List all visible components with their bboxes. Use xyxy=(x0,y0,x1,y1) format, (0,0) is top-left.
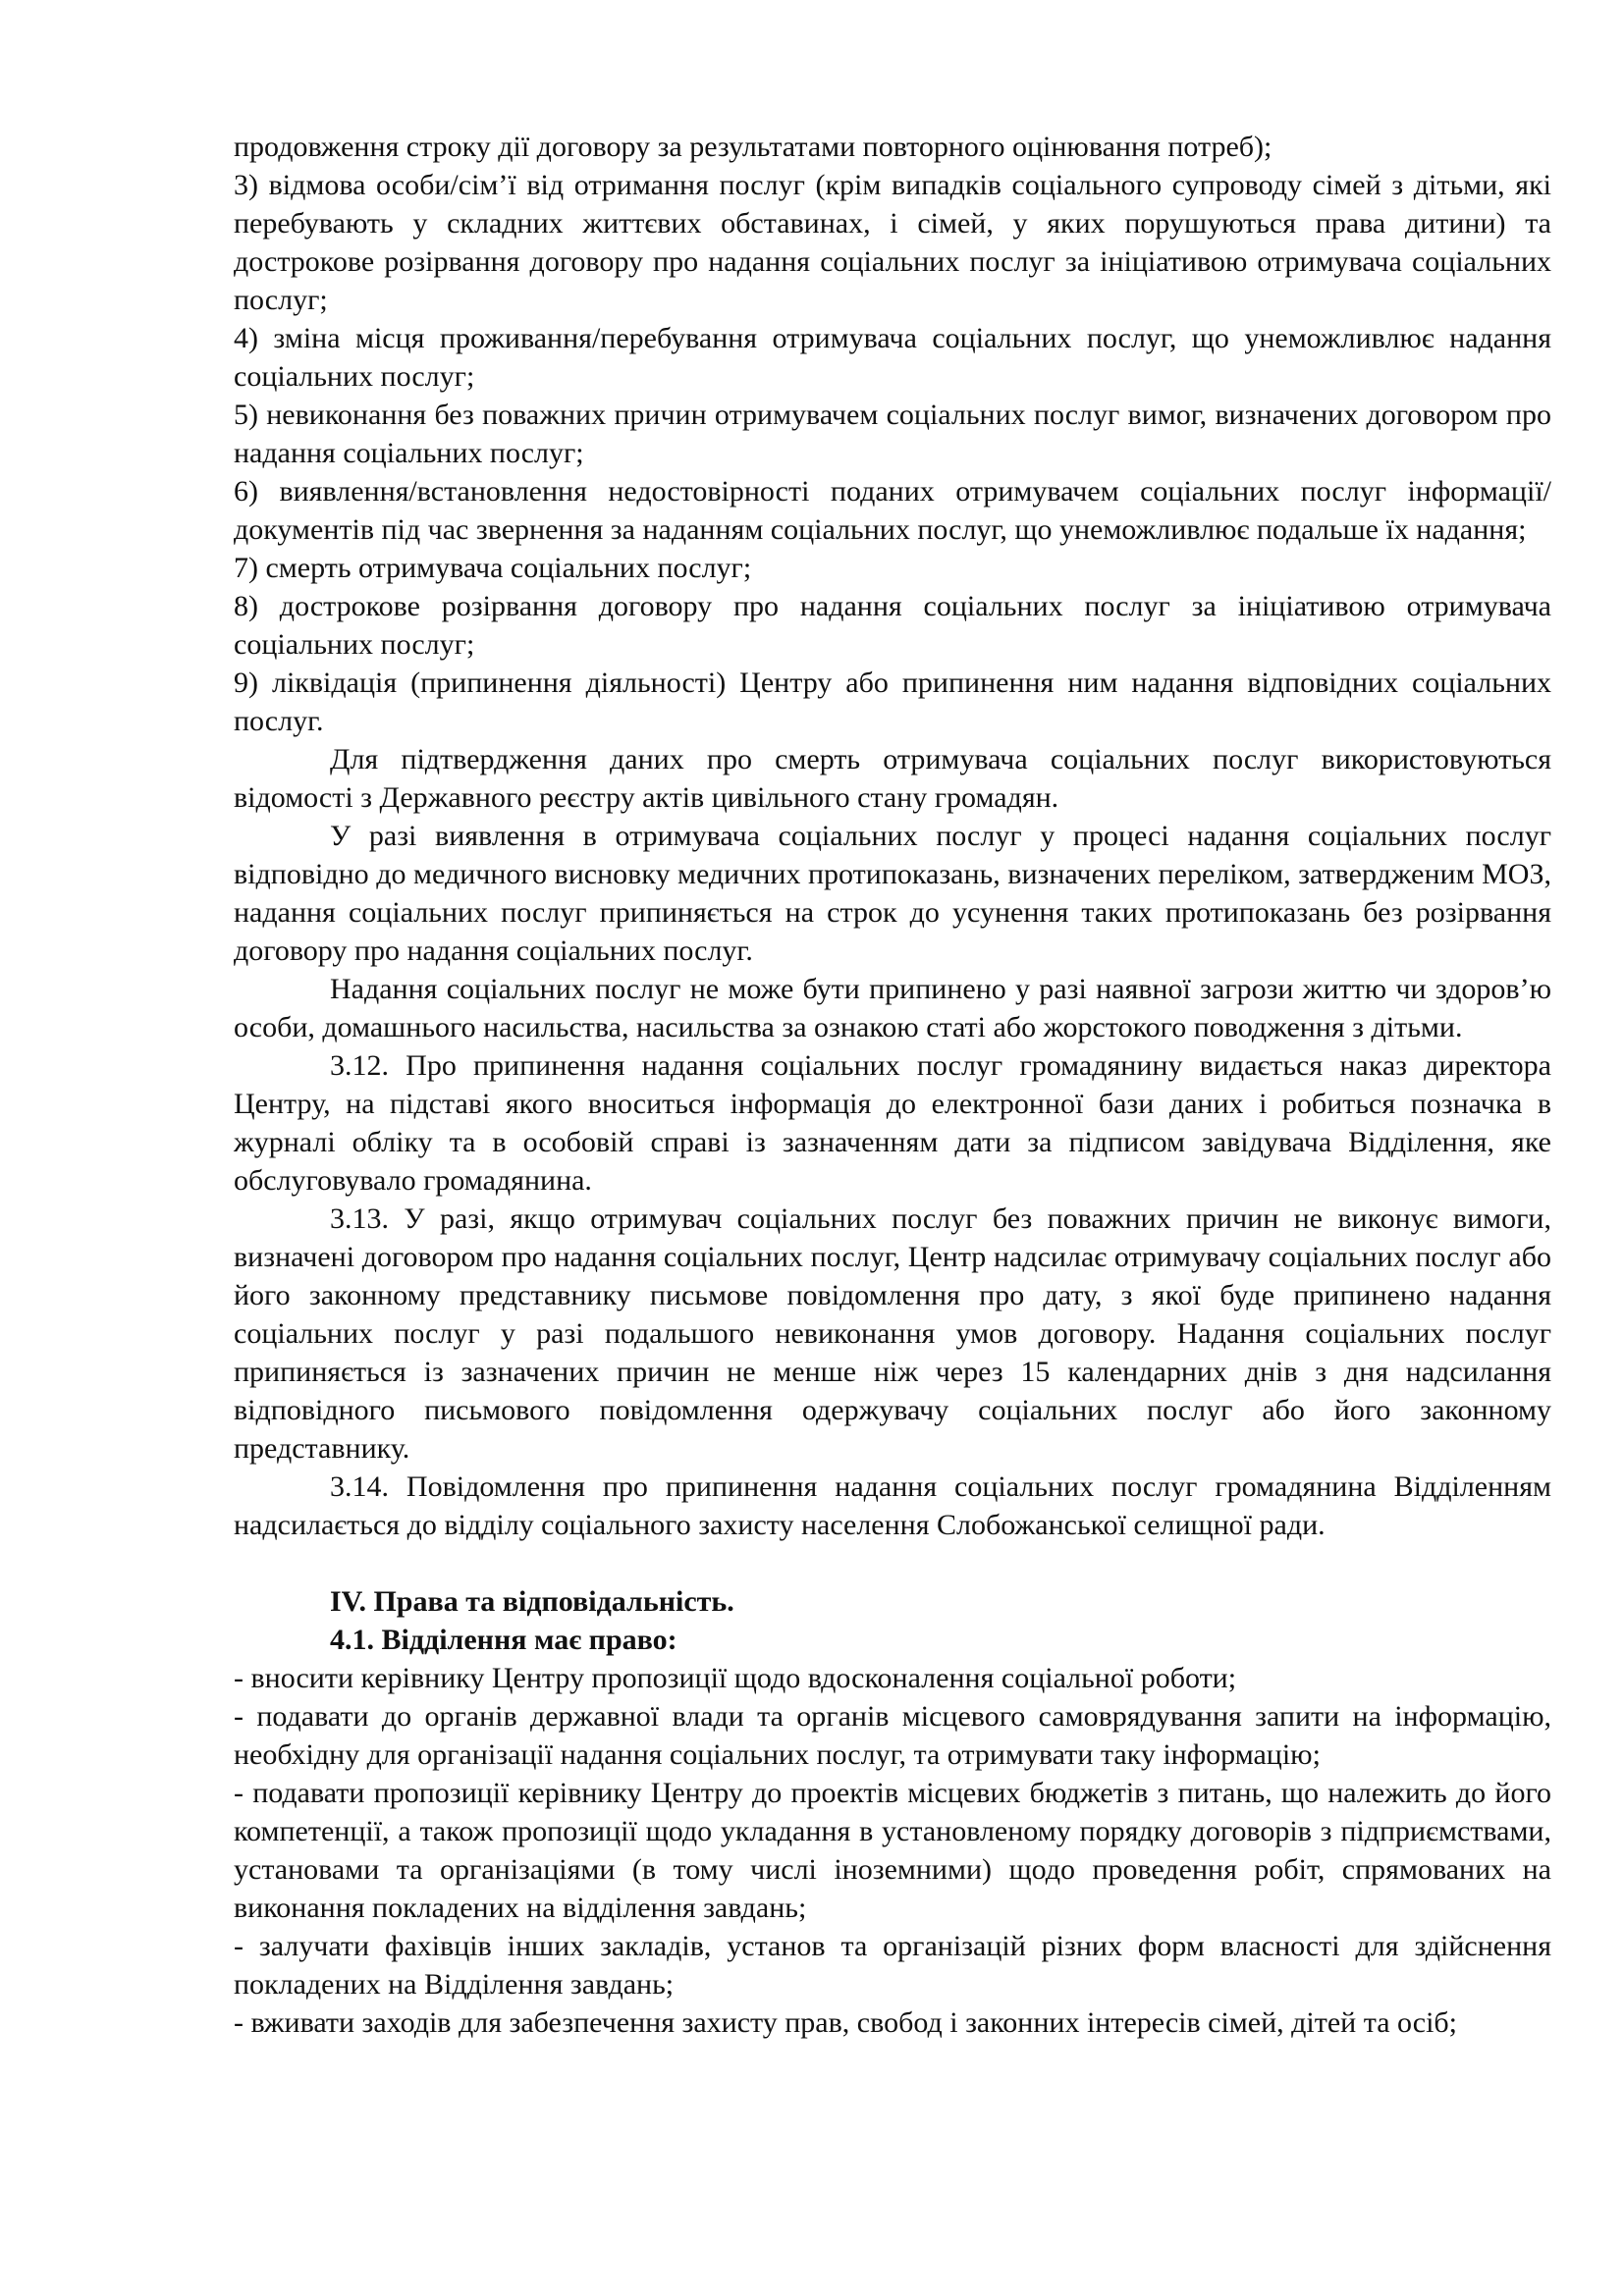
list-item-right-4: - залучати фахівців інших закладів, установ та організацій різних форм власності для здійснення покладених на Відділення завдань; xyxy=(234,1930,1551,2001)
paragraph-3-14: 3.14. Повідомлення про припинення надання соціальних послуг громадянина Відділенням надсилається до відділу соціального захисту населення Слобожанської селищної ради. xyxy=(234,1470,1551,1541)
list-item-right-3: - подавати пропозиції керівнику Центру до проектів місцевих бюджетів з питань, що належить до його компетенції, а також пропозиції щодо укладання в установленому порядку договорів з підприємствами, установами та організаціями (в тому числі іноземними) щодо проведення робіт, спрямованих на виконання покладених на відділення завдань; xyxy=(234,1777,1551,1924)
paragraph-medical-contraindications: У разі виявлення в отримувача соціальних послуг у процесі надання соціальних послуг відповідно до медичного висновку медичних протипоказань, визначених переліком, затвердженим МОЗ, надання соціальних послуг припиняється на строк до усунення таких протипоказань без розірвання договору про надання соціальних послуг. xyxy=(234,820,1551,967)
paragraph-item-6: 6) виявлення/встановлення недостовірності поданих отримувачем соціальних послуг інформації/документів під час звернення за наданням соціальних послуг, що унеможливлює подальше їх надання; xyxy=(234,475,1551,546)
paragraph-item-3: 3) відмова особи/сім’ї від отримання послуг (крім випадків соціального супроводу сімей з дітьми, які перебувають у складних життєвих обставинах, і сімей, у яких порушуються права дитини) та дострокове розірвання договору про надання соціальних послуг за ініціативою отримувача соціальних послуг; xyxy=(234,169,1551,316)
list-item-right-5: - вживати заходів для забезпечення захисту прав, свобод і законних інтересів сімей, дітей та осіб; xyxy=(234,2006,1458,2039)
paragraph-3-12: 3.12. Про припинення надання соціальних послуг громадянину видається наказ директора Центру, на підставі якого вноситься інформація до електронної бази даних і робиться позначка в журналі обліку та в особовій справі із зазначенням дати за підписом завідувача Відділення, яке обслуговувало громадянина. xyxy=(234,1049,1551,1197)
paragraph-item-5: 5) невиконання без поважних причин отримувачем соціальних послуг вимог, визначених договором про надання соціальних послуг; xyxy=(234,399,1551,469)
paragraph-item-8: 8) дострокове розірвання договору про надання соціальних послуг за ініціативою отримувача соціальних послуг; xyxy=(234,590,1551,661)
paragraph-service-extension: продовження строку дії договору за результатами повторного оцінювання потреб); xyxy=(234,131,1272,163)
paragraph-item-4: 4) зміна місця проживання/перебування отримувача соціальних послуг, що унеможливлює надання соціальних послуг; xyxy=(234,322,1551,393)
list-item-right-1: - вносити керівнику Центру пропозиції щодо вдосконалення соціальної роботи; xyxy=(234,1662,1237,1694)
document-page xyxy=(234,128,1551,2042)
section-heading: IV. Права та відповідальність. xyxy=(330,1585,734,1618)
list-item-right-2: - подавати до органів державної влади та органів місцевого самоврядування запити на інформацію, необхідну для організації надання соціальних послуг, та отримувати таку інформацію; xyxy=(234,1700,1551,1771)
paragraph-item-9: 9) ліквідація (припинення діяльності) Центру або припинення ним надання відповідних соціальних послуг. xyxy=(234,667,1551,737)
section-spacer xyxy=(234,1544,1551,1582)
paragraph-3-13: 3.13. У разі, якщо отримувач соціальних послуг без поважних причин не виконує вимоги, визначені договором про надання соціальних послуг, Центр надсилає отримувачу соціальних послуг або його законному представнику письмове повідомлення про дату, з якої буде припинено надання соціальних послуг у разі подальшого невиконання умов договору. Надання соціальних послуг припиняється із зазначених причин не менше ніж через 15 календарних днів з дня надсилання відповідного письмового повідомлення одержувачу соціальних послуг або його законному представнику. xyxy=(234,1202,1551,1465)
paragraph-item-7: 7) смерть отримувача соціальних послуг; xyxy=(234,552,752,584)
paragraph-death-confirmation: Для підтвердження даних про смерть отримувача соціальних послуг використовуються відомості з Державного реєстру актів цивільного стану громадян. xyxy=(234,743,1551,814)
subsection-heading: 4.1. Відділення має право: xyxy=(330,1624,677,1656)
paragraph-no-termination: Надання соціальних послуг не може бути припинено у разі наявної загрози життю чи здоров’ю особи, домашнього насильства, насильства за ознакою статі або жорстокого поводження з дітьми. xyxy=(234,973,1551,1043)
